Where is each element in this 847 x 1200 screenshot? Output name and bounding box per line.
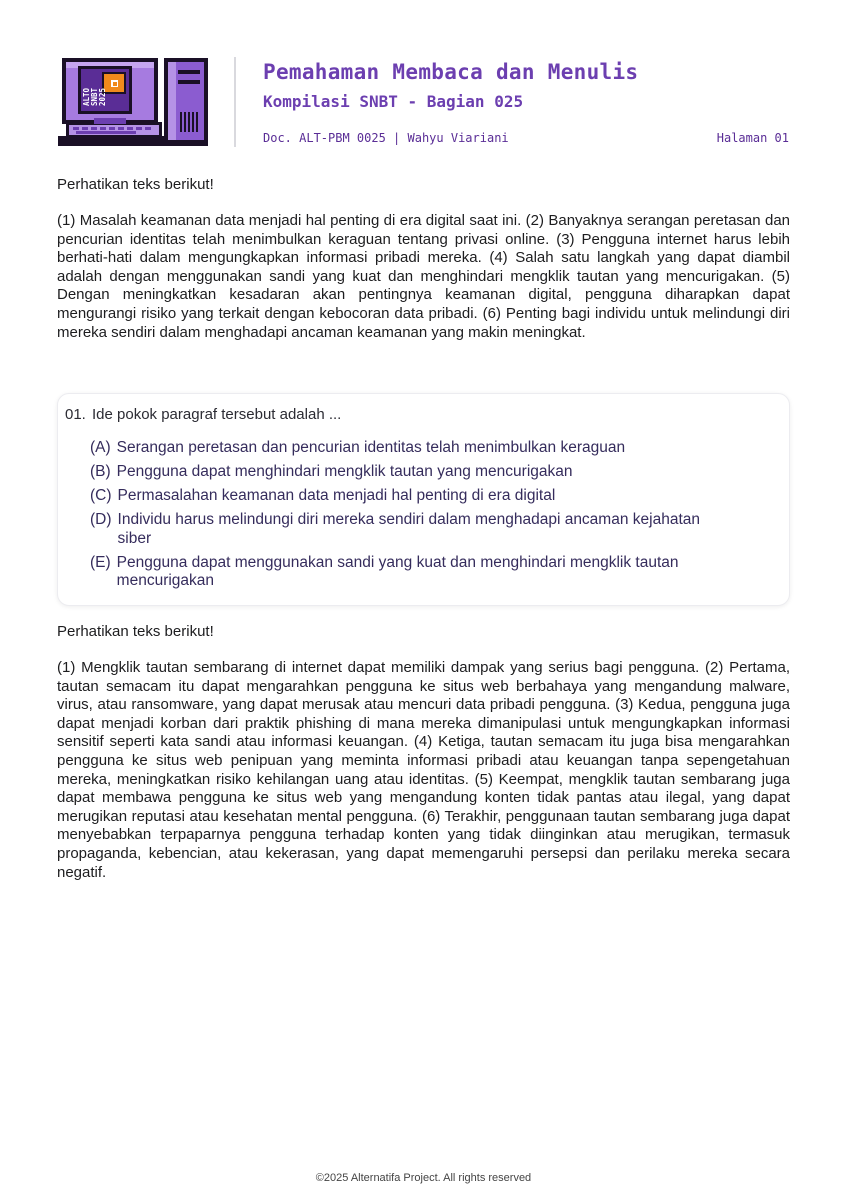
header-divider bbox=[234, 57, 236, 147]
option-letter: (A) bbox=[90, 439, 111, 456]
passage-intro: Perhatikan teks berikut! bbox=[57, 176, 214, 193]
option-e[interactable] bbox=[90, 554, 730, 591]
option-letter: (D) bbox=[90, 511, 112, 528]
option-text: Pengguna dapat menggunakan sandi yang kuat dan menghindari mengklik tautan mencurigakan bbox=[116, 553, 679, 589]
question-stem bbox=[65, 406, 341, 423]
option-letter: (B) bbox=[90, 463, 111, 480]
passage-intro: Perhatikan teks berikut! bbox=[57, 623, 214, 640]
page-number: Halaman 01 bbox=[716, 131, 789, 145]
answer-options bbox=[90, 439, 730, 596]
retro-computer-icon bbox=[56, 56, 210, 148]
footer-copyright: ©2025 Alternatifa Project. All rights reserved bbox=[315, 1172, 532, 1184]
question-number: 01. bbox=[65, 406, 86, 423]
svg-text:2025: 2025 bbox=[98, 87, 107, 106]
document-info: Doc. ALT-PBM 0025 | Wahyu Viariani bbox=[263, 131, 509, 145]
document-title: Pemahaman Membaca dan Menulis bbox=[263, 60, 639, 84]
svg-text:SNBT: SNBT bbox=[90, 87, 99, 106]
option-text: Permasalahan keamanan data menjadi hal penting di era digital bbox=[117, 487, 556, 504]
svg-text:ALTO: ALTO bbox=[82, 87, 91, 106]
option-d[interactable] bbox=[90, 511, 730, 548]
option-letter: (E) bbox=[90, 553, 111, 571]
option-a[interactable] bbox=[90, 439, 730, 458]
option-text: Pengguna dapat menghindari mengklik tautan yang mencurigakan bbox=[116, 463, 573, 480]
option-b[interactable] bbox=[90, 463, 730, 482]
reading-passage: (1) Mengklik tautan sembarang di internet dapat memiliki dampak yang serius bagi pengguna. (2) Pertama, tautan semacam itu dapat mengarahkan pengguna ke situs web berbahaya yang mengandung malware, virus, atau ransomware, yang dapat merusak atau mencuri data pribadi pengguna. (3) Kedua, pengguna juga dapat menjadi korban dari praktik phishing di mana mereka dimanipulasi untuk mengungkapkan informasi sensitif seperti kata sandi atau informasi keuangan. (4) Ketiga, tautan semacam itu juga bisa mengarahkan pengguna ke situs web penipuan yang meminta informasi pribadi atau keuangan tanpa sepengetahuan mereka, meningkatkan risiko kehilangan uang atau identitas. (5) Keempat, mengklik tautan sembarang juga dapat membawa pengguna ke situs web yang mengandung konten tidak pantas atau ilegal, yang dapat merugikan reputasi atau kesehatan mental pengguna. (6) Terakhir, penggunaan tautan sembarang juga dapat menyebabkan terpaparnya pengguna terhadap konten yang tidak diinginkan atau merugikan, termasuk propaganda, kebencian, atau kekerasan, yang dapat memengaruhi persepsi dan perilaku mereka secara negatif. bbox=[57, 659, 790, 881]
option-text: Serangan peretasan dan pencurian identitas telah menimbulkan keraguan bbox=[116, 439, 626, 456]
option-letter: (C) bbox=[90, 487, 112, 504]
reading-passage: (1) Masalah keamanan data menjadi hal penting di era digital saat ini. (2) Banyaknya serangan peretasan dan pencurian identitas telah menimbulkan keraguan tentang privasi online. (3) Pengguna internet harus lebih berhati-hati dalam mengungkapkan informasi pribadi mereka. (4) Salah satu langkah yang dapat diambil adalah dengan menggunakan sandi yang kuat dan menghindari mengklik tautan yang mencurigakan. (5) Dengan meningkatkan kesadaran akan pentingnya keamanan digital, pengguna diharapkan dapat mengurangi risiko yang terkait dengan kebocoran data pribadi. (6) Penting bagi individu untuk melindungi diri mereka sendiri dalam menghadapi ancaman keamanan yang makin meningkat. bbox=[57, 212, 790, 341]
question-text: Ide pokok paragraf tersebut adalah ... bbox=[92, 406, 342, 423]
option-text: Individu harus melindungi diri mereka sendiri dalam menghadapi ancaman kejahatan siber bbox=[117, 511, 700, 547]
document-subtitle: Kompilasi SNBT - Bagian 025 bbox=[263, 92, 524, 111]
option-c[interactable] bbox=[90, 487, 730, 506]
